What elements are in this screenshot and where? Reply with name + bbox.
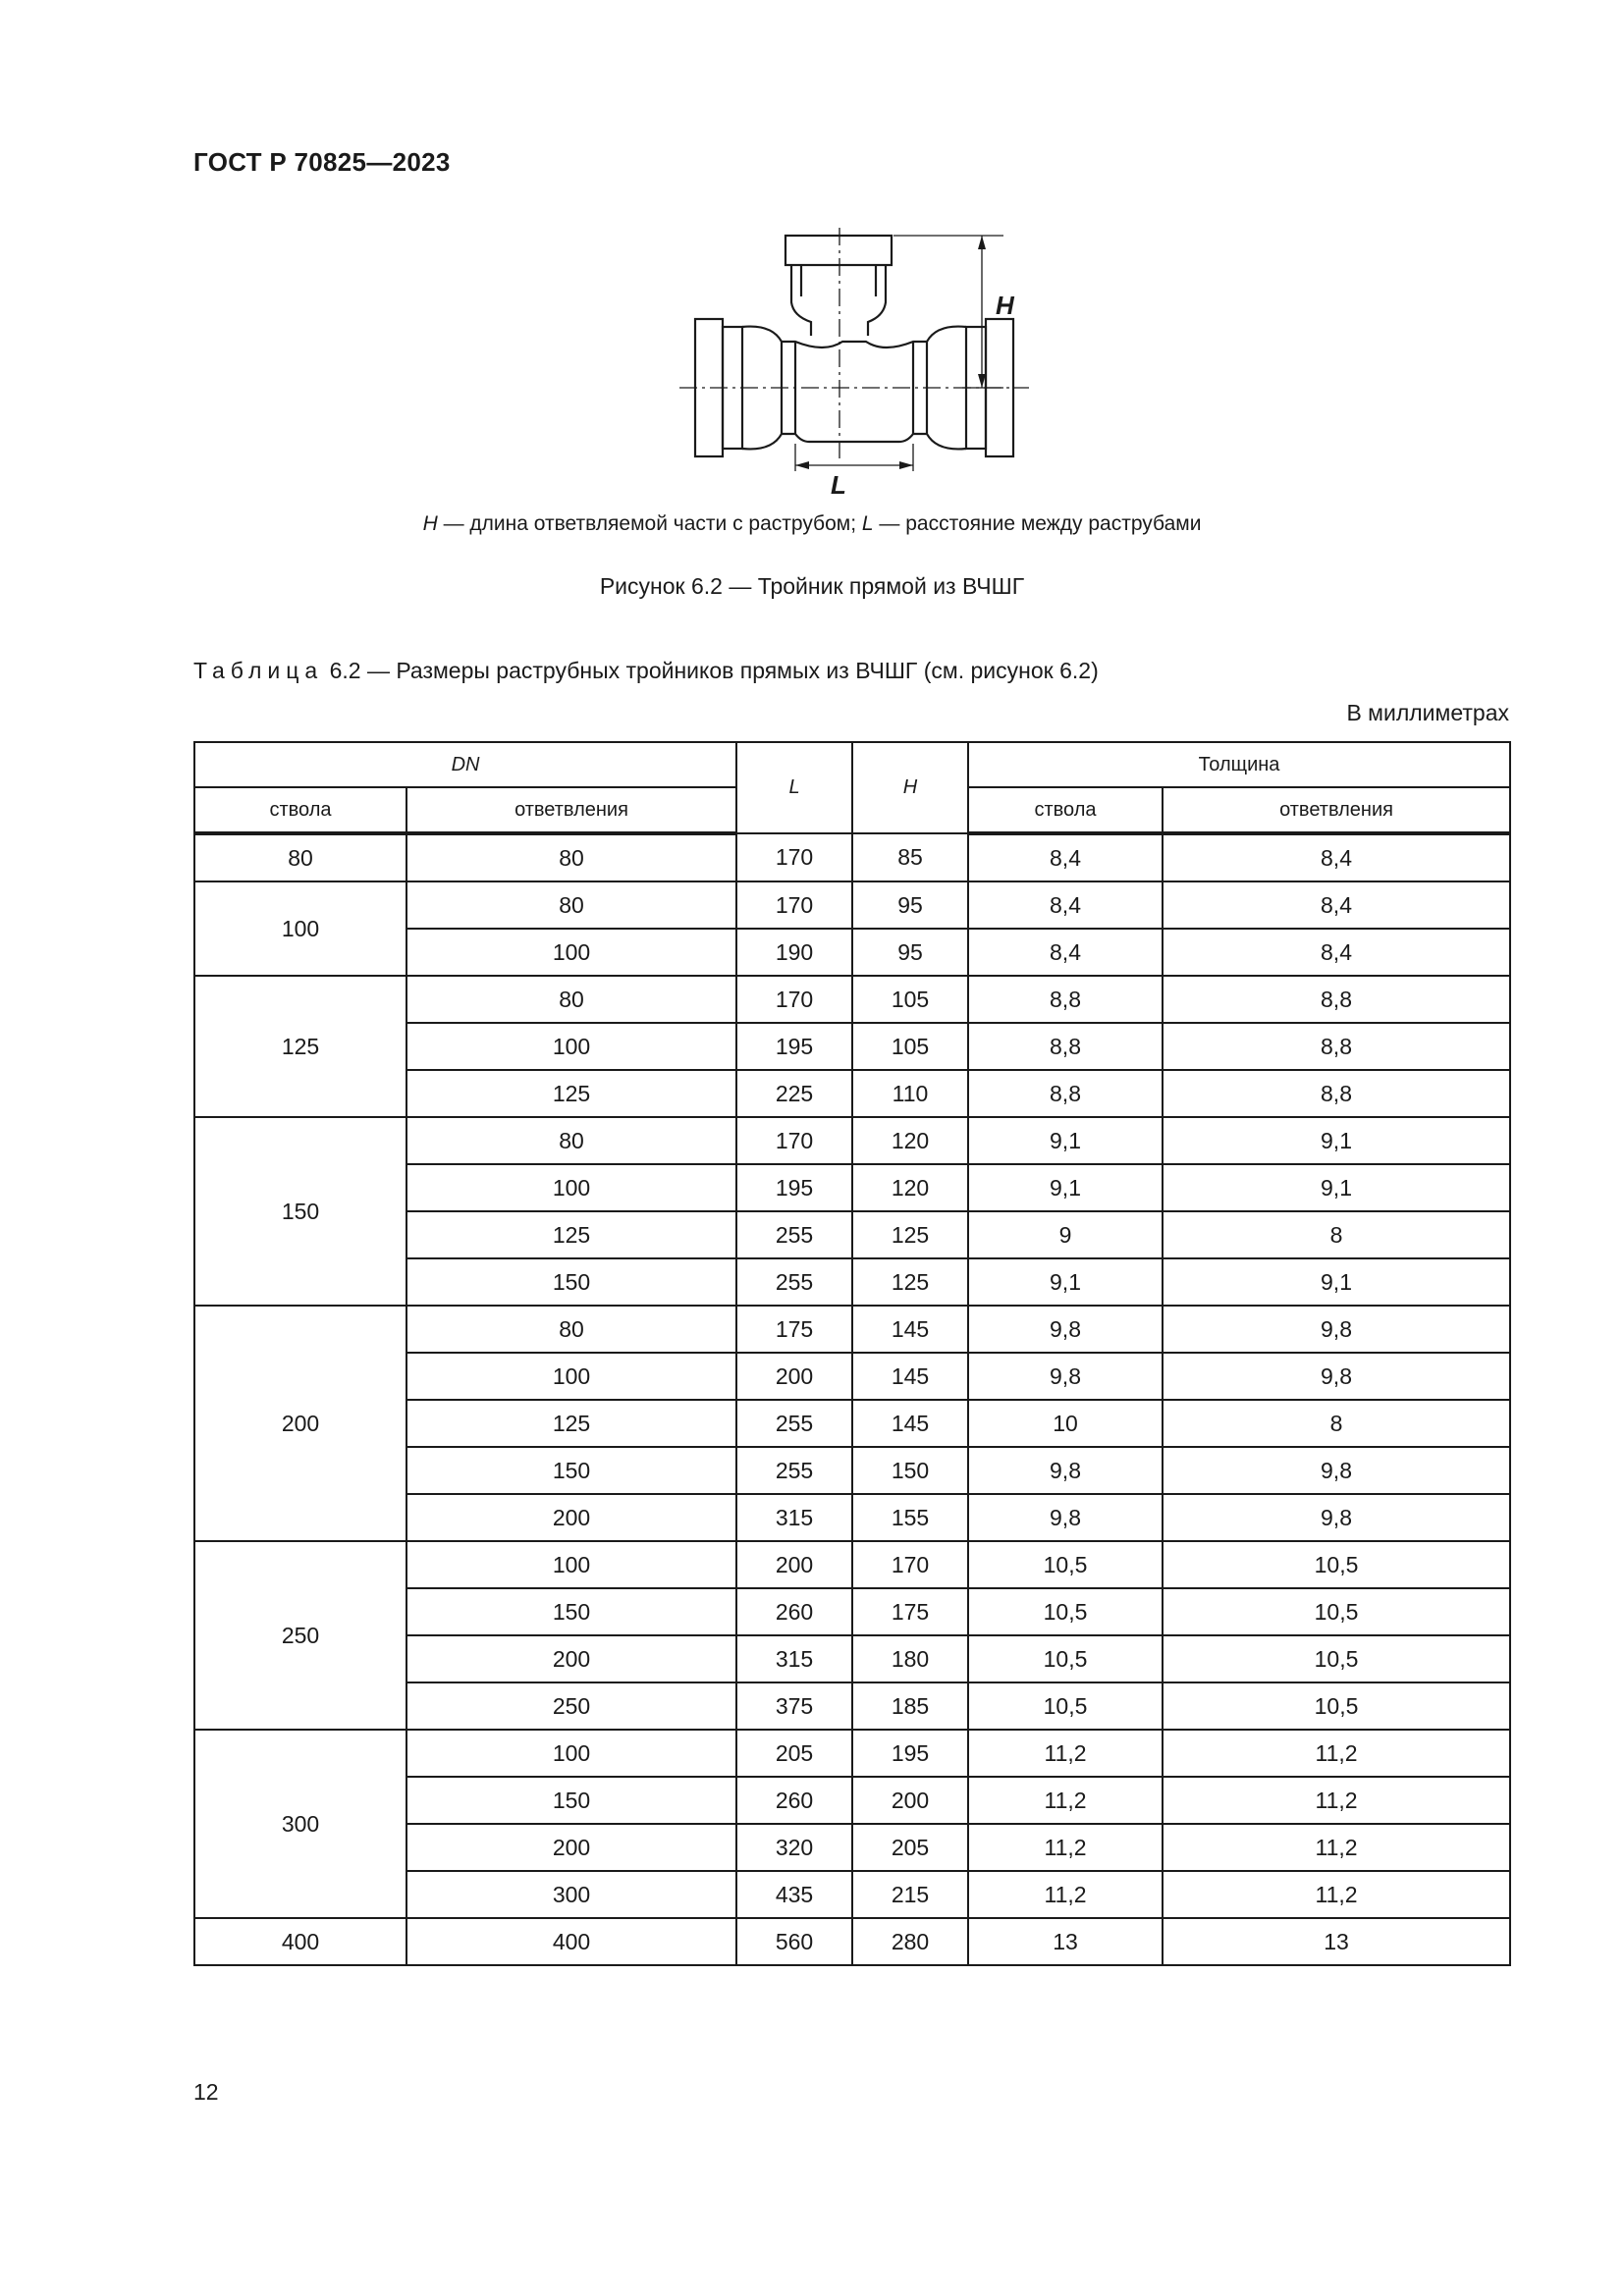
page-number: 12 [193, 2079, 219, 2105]
cell-dn-branch: 100 [406, 1541, 736, 1588]
cell-dn-branch: 150 [406, 1777, 736, 1824]
document-id: ГОСТ Р 70825—2023 [193, 147, 451, 177]
cell-h: 110 [852, 1070, 968, 1117]
cell-dn-main: 80 [194, 833, 406, 881]
cell-h: 155 [852, 1494, 968, 1541]
cell-thickness-branch: 8,4 [1163, 881, 1510, 929]
table-title-word: Таблица [193, 658, 324, 683]
cell-l: 190 [736, 929, 852, 976]
cell-l: 170 [736, 1117, 852, 1164]
cell-thickness-branch: 9,1 [1163, 1258, 1510, 1306]
cell-dn-main: 150 [194, 1117, 406, 1306]
cell-l: 315 [736, 1635, 852, 1682]
cell-thickness-main: 11,2 [968, 1730, 1163, 1777]
cell-thickness-main: 8,8 [968, 1070, 1163, 1117]
cell-h: 105 [852, 976, 968, 1023]
cell-thickness-main: 9,8 [968, 1353, 1163, 1400]
cell-l: 170 [736, 976, 852, 1023]
cell-thickness-main: 8,4 [968, 833, 1163, 881]
cell-thickness-main: 9,8 [968, 1306, 1163, 1353]
table-title-text: 6.2 — Размеры раструбных тройников прямых из ВЧШГ (см. рисунок 6.2) [329, 658, 1099, 683]
cell-h: 215 [852, 1871, 968, 1918]
cell-h: 125 [852, 1211, 968, 1258]
cell-l: 260 [736, 1777, 852, 1824]
cell-thickness-main: 10,5 [968, 1635, 1163, 1682]
cell-thickness-branch: 8,4 [1163, 833, 1510, 881]
cell-l: 435 [736, 1871, 852, 1918]
cell-dn-branch: 80 [406, 1117, 736, 1164]
cell-thickness-branch: 10,5 [1163, 1588, 1510, 1635]
cell-h: 145 [852, 1400, 968, 1447]
cell-dn-branch: 400 [406, 1918, 736, 1965]
cell-l: 195 [736, 1164, 852, 1211]
cell-dn-branch: 200 [406, 1824, 736, 1871]
cell-thickness-main: 11,2 [968, 1871, 1163, 1918]
cell-dn-branch: 200 [406, 1635, 736, 1682]
cell-thickness-branch: 8 [1163, 1400, 1510, 1447]
cell-thickness-branch: 10,5 [1163, 1682, 1510, 1730]
cell-thickness-branch: 9,1 [1163, 1164, 1510, 1211]
cell-thickness-branch: 8 [1163, 1211, 1510, 1258]
legend-h-symbol: H [422, 512, 438, 535]
cell-thickness-branch: 9,1 [1163, 1117, 1510, 1164]
cell-h: 145 [852, 1353, 968, 1400]
figure-label-l: L [831, 470, 846, 496]
cell-dn-branch: 100 [406, 1353, 736, 1400]
cell-dn-main: 200 [194, 1306, 406, 1541]
cell-h: 185 [852, 1682, 968, 1730]
cell-dn-main: 100 [194, 881, 406, 976]
cell-thickness-branch: 8,8 [1163, 1070, 1510, 1117]
cell-l: 195 [736, 1023, 852, 1070]
cell-l: 375 [736, 1682, 852, 1730]
cell-dn-branch: 150 [406, 1258, 736, 1306]
cell-dn-branch: 125 [406, 1400, 736, 1447]
cell-dn-branch: 125 [406, 1211, 736, 1258]
cell-h: 120 [852, 1117, 968, 1164]
cell-l: 255 [736, 1447, 852, 1494]
cell-h: 195 [852, 1730, 968, 1777]
cell-thickness-branch: 13 [1163, 1918, 1510, 1965]
header-thickness: Толщина [968, 742, 1510, 787]
cell-h: 280 [852, 1918, 968, 1965]
cell-thickness-branch: 10,5 [1163, 1635, 1510, 1682]
cell-thickness-main: 8,4 [968, 929, 1163, 976]
cell-thickness-main: 10,5 [968, 1541, 1163, 1588]
cell-thickness-branch: 11,2 [1163, 1871, 1510, 1918]
cell-dn-branch: 125 [406, 1070, 736, 1117]
cell-dn-branch: 150 [406, 1588, 736, 1635]
cell-dn-branch: 100 [406, 929, 736, 976]
cell-l: 200 [736, 1353, 852, 1400]
cell-h: 120 [852, 1164, 968, 1211]
table-title [193, 658, 1099, 684]
cell-l: 260 [736, 1588, 852, 1635]
header-h: H [852, 742, 968, 833]
table-units: В миллиметрах [1346, 700, 1509, 725]
cell-thickness-main: 10,5 [968, 1682, 1163, 1730]
cell-thickness-main: 9,1 [968, 1164, 1163, 1211]
cell-thickness-main: 8,4 [968, 881, 1163, 929]
cell-h: 85 [852, 833, 968, 881]
cell-h: 205 [852, 1824, 968, 1871]
cell-l: 170 [736, 833, 852, 881]
cell-dn-branch: 200 [406, 1494, 736, 1541]
table-row [194, 1918, 1510, 1965]
table-row [194, 1541, 1510, 1588]
cell-thickness-branch: 10,5 [1163, 1541, 1510, 1588]
table-row [194, 1306, 1510, 1353]
legend-l-text: — расстояние между раструбами [873, 512, 1202, 535]
cell-h: 180 [852, 1635, 968, 1682]
cell-h: 125 [852, 1258, 968, 1306]
cell-dn-branch: 300 [406, 1871, 736, 1918]
cell-thickness-main: 11,2 [968, 1777, 1163, 1824]
cell-l: 170 [736, 881, 852, 929]
cell-l: 175 [736, 1306, 852, 1353]
cell-dn-main: 250 [194, 1541, 406, 1730]
cell-dn-branch: 100 [406, 1164, 736, 1211]
cell-dn-main: 300 [194, 1730, 406, 1918]
cell-dn-branch: 80 [406, 976, 736, 1023]
table-row [194, 833, 1510, 881]
cell-l: 200 [736, 1541, 852, 1588]
cell-dn-main: 125 [194, 976, 406, 1117]
figure-label-h: H [996, 291, 1014, 320]
cell-dn-branch: 80 [406, 881, 736, 929]
cell-dn-branch: 100 [406, 1023, 736, 1070]
cell-dn-branch: 150 [406, 1447, 736, 1494]
cell-thickness-main: 13 [968, 1918, 1163, 1965]
figure-caption: Рисунок 6.2 — Тройник прямой из ВЧШГ [599, 573, 1025, 599]
header-l: L [736, 742, 852, 833]
tee-fitting-drawing [677, 226, 1031, 496]
cell-thickness-main: 9 [968, 1211, 1163, 1258]
cell-thickness-branch: 9,8 [1163, 1494, 1510, 1541]
cell-dn-branch: 80 [406, 833, 736, 881]
legend-l-symbol: L [861, 512, 874, 535]
cell-thickness-main: 9,8 [968, 1494, 1163, 1541]
cell-h: 105 [852, 1023, 968, 1070]
cell-thickness-main: 11,2 [968, 1824, 1163, 1871]
cell-thickness-main: 8,8 [968, 976, 1163, 1023]
cell-l: 225 [736, 1070, 852, 1117]
cell-h: 95 [852, 881, 968, 929]
cell-thickness-main: 10 [968, 1400, 1163, 1447]
cell-l: 560 [736, 1918, 852, 1965]
header-dn-main: ствола [194, 787, 406, 833]
cell-l: 205 [736, 1730, 852, 1777]
cell-thickness-main: 9,1 [968, 1258, 1163, 1306]
cell-h: 150 [852, 1447, 968, 1494]
cell-thickness-main: 8,8 [968, 1023, 1163, 1070]
table-body [194, 833, 1510, 1965]
cell-thickness-branch: 9,8 [1163, 1353, 1510, 1400]
header-dn: DN [194, 742, 736, 787]
figure-legend [0, 512, 1624, 536]
cell-thickness-branch: 11,2 [1163, 1730, 1510, 1777]
dimensions-table [193, 741, 1511, 1966]
cell-thickness-branch: 8,4 [1163, 929, 1510, 976]
cell-dn-branch: 250 [406, 1682, 736, 1730]
cell-h: 145 [852, 1306, 968, 1353]
header-dn-branch: ответвления [406, 787, 736, 833]
cell-l: 255 [736, 1258, 852, 1306]
cell-h: 200 [852, 1777, 968, 1824]
cell-dn-branch: 80 [406, 1306, 736, 1353]
table-row [194, 976, 1510, 1023]
header-thickness-branch: ответвления [1163, 787, 1510, 833]
cell-thickness-branch: 9,8 [1163, 1447, 1510, 1494]
cell-dn-main: 400 [194, 1918, 406, 1965]
cell-thickness-main: 9,8 [968, 1447, 1163, 1494]
cell-h: 95 [852, 929, 968, 976]
cell-h: 175 [852, 1588, 968, 1635]
cell-l: 320 [736, 1824, 852, 1871]
legend-h-text: — длина ответвляемой части с раструбом; [437, 512, 862, 535]
table-row [194, 1117, 1510, 1164]
cell-l: 255 [736, 1400, 852, 1447]
cell-thickness-main: 10,5 [968, 1588, 1163, 1635]
cell-thickness-branch: 11,2 [1163, 1777, 1510, 1824]
cell-thickness-branch: 8,8 [1163, 1023, 1510, 1070]
cell-thickness-main: 9,1 [968, 1117, 1163, 1164]
header-thickness-main: ствола [968, 787, 1163, 833]
cell-l: 315 [736, 1494, 852, 1541]
table-row [194, 1730, 1510, 1777]
cell-h: 170 [852, 1541, 968, 1588]
table-row [194, 881, 1510, 929]
cell-dn-branch: 100 [406, 1730, 736, 1777]
cell-thickness-branch: 9,8 [1163, 1306, 1510, 1353]
cell-thickness-branch: 8,8 [1163, 976, 1510, 1023]
cell-thickness-branch: 11,2 [1163, 1824, 1510, 1871]
cell-l: 255 [736, 1211, 852, 1258]
